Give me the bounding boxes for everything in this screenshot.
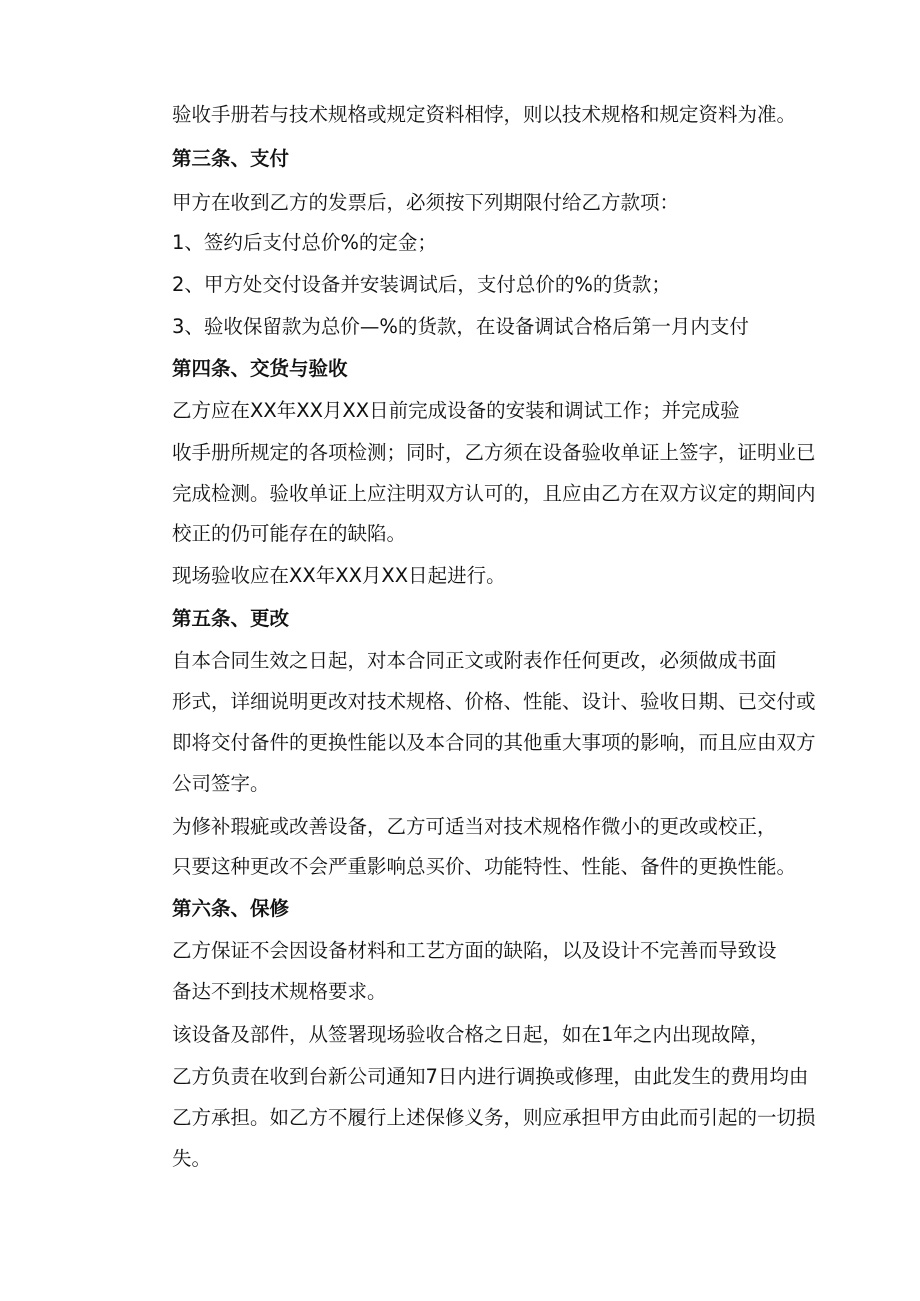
paragraph-line: 乙方承担。如乙方不履行上述保修义务，则应承担甲方由此而引起的一切损 — [172, 1106, 816, 1129]
paragraph-line: 甲方在收到乙方的发票后，必须按下列期限付给乙方款项： — [172, 191, 680, 214]
section-heading-4: 第四条、交货与验收 — [172, 357, 348, 380]
list-item: 2、甲方处交付设备并安装调试后，支付总价的%的货款； — [172, 273, 671, 296]
paragraph-line: 只要这种更改不会严重影响总买价、功能特性、性能、备件的更换性能。 — [172, 855, 797, 878]
paragraph-line: 乙方保证不会因设备材料和工艺方面的缺陷，以及设计不完善而导致设 — [172, 939, 777, 962]
paragraph-line: 完成检测。验收单证上应注明双方认可的，且应由乙方在双方议定的期间内 — [172, 482, 816, 505]
paragraph-line: 备达不到技术规格要求。 — [172, 980, 387, 1003]
paragraph-line: 失。 — [172, 1147, 212, 1170]
paragraph-line: 乙方应在XX年XX月XX日前完成设备的安装和调试工作；并完成验 — [172, 399, 740, 422]
paragraph-line: 现场验收应在XX年XX月XX日起进行。 — [172, 564, 506, 587]
list-item: 1、签约后支付总价%的定金； — [172, 231, 437, 254]
section-heading-5: 第五条、更改 — [172, 607, 290, 630]
list-item: 3、验收保留款为总价—%的货款，在设备调试合格后第一月内支付 — [172, 315, 749, 338]
section-heading-6: 第六条、保修 — [172, 897, 290, 920]
paragraph-line: 为修补瑕疵或改善设备，乙方可适当对技术规格作微小的更改或校正， — [172, 815, 777, 838]
paragraph-line: 验收手册若与技术规格或规定资料相悖，则以技术规格和规定资料为准。 — [172, 103, 797, 126]
paragraph-line: 自本合同生效之日起，对本合同正文或附表作任何更改，必须做成书面 — [172, 649, 777, 672]
section-heading-3: 第三条、支付 — [172, 147, 290, 170]
paragraph-line: 形式，详细说明更改对技术规格、价格、性能、设计、验收日期、已交付或 — [172, 690, 816, 713]
paragraph-line: 乙方负责在收到台新公司通知7日内进行调换或修理，由此发生的费用均由 — [172, 1065, 809, 1088]
paragraph-line: 校正的仍可能存在的缺陷。 — [172, 522, 407, 545]
paragraph-line: 公司签字。 — [172, 772, 270, 795]
paragraph-line: 即将交付备件的更换性能以及本合同的其他重大事项的影响，而且应由双方 — [172, 731, 816, 754]
paragraph-line: 收手册所规定的各项检测；同时，乙方须在设备验收单证上签字，证明业已 — [172, 441, 816, 464]
paragraph-line: 该设备及部件，从签署现场验收合格之日起，如在1年之内出现故障， — [172, 1023, 770, 1046]
